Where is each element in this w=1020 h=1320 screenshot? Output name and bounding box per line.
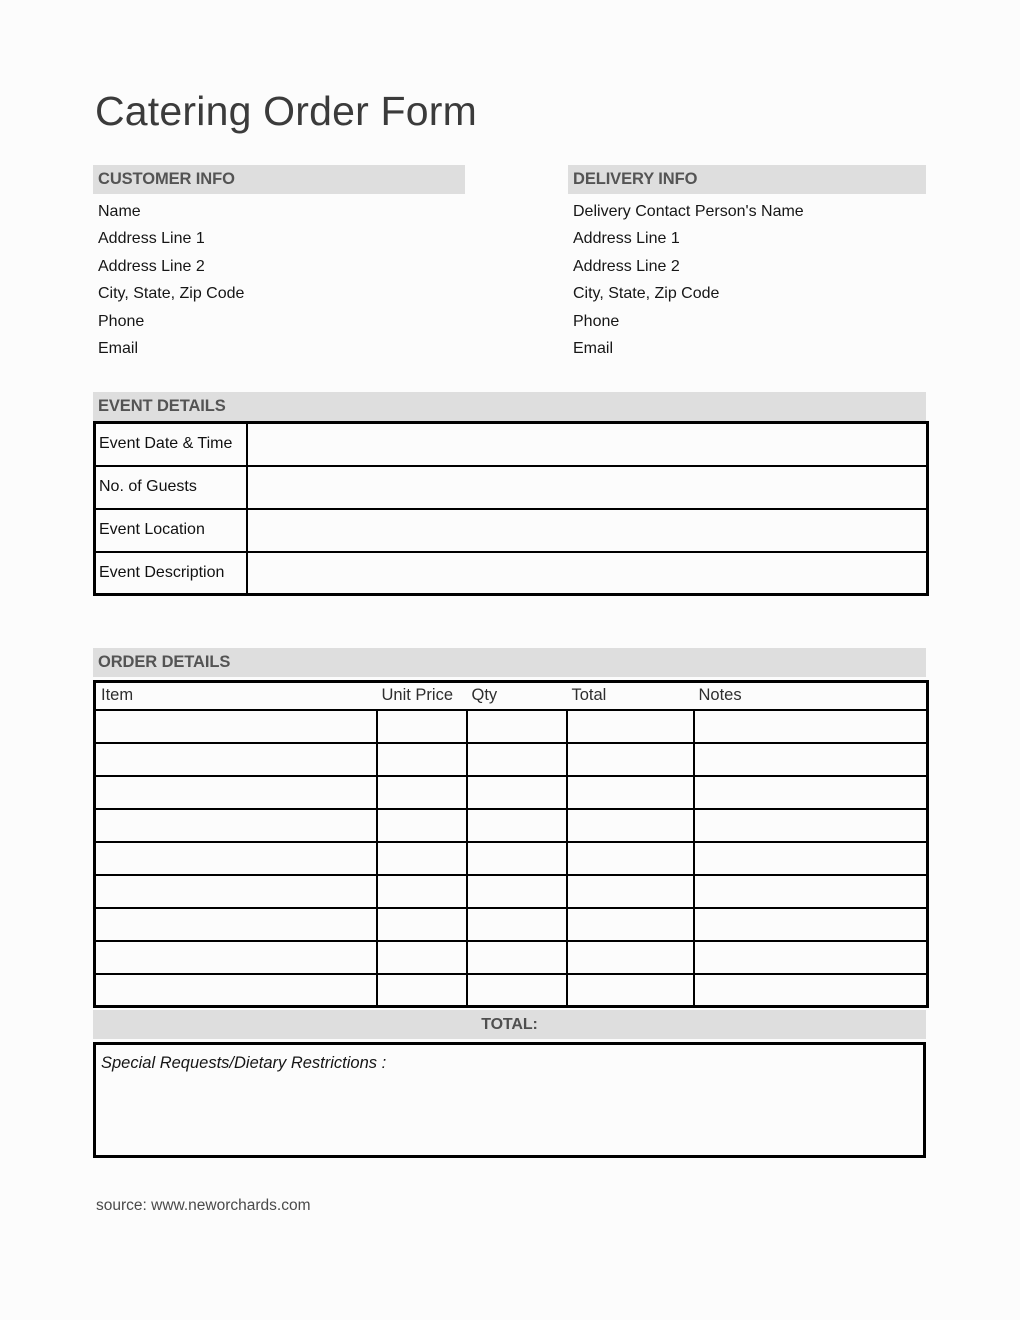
order-total-cell[interactable] — [567, 842, 694, 875]
order-notes-cell[interactable] — [694, 842, 928, 875]
event-description-label: Event Description — [95, 552, 247, 595]
column-header-unit-price: Unit Price — [377, 682, 467, 710]
delivery-field-address2: Address Line 2 — [573, 257, 680, 275]
delivery-field-contact-name: Delivery Contact Person's Name — [573, 203, 804, 220]
contact-info-section — [93, 165, 926, 362]
order-item-row — [95, 809, 928, 842]
order-notes-cell[interactable] — [694, 908, 928, 941]
order-item-row — [95, 743, 928, 776]
order-qty-cell[interactable] — [467, 974, 567, 1007]
order-item-cell[interactable] — [95, 809, 377, 842]
event-date-time-label: Event Date & Time — [95, 423, 247, 466]
order-notes-cell[interactable] — [694, 743, 928, 776]
order-total-cell[interactable] — [567, 710, 694, 743]
event-location-label: Event Location — [95, 509, 247, 552]
customer-field-address1: Address Line 1 — [98, 230, 205, 248]
order-unit-price-cell[interactable] — [377, 743, 467, 776]
customer-field-email: Email — [98, 340, 139, 358]
order-item-row — [95, 710, 928, 743]
customer-field-address2: Address Line 2 — [98, 257, 205, 275]
order-item-cell[interactable] — [95, 842, 377, 875]
event-details-table — [93, 421, 929, 596]
order-item-cell[interactable] — [95, 875, 377, 908]
order-item-cell[interactable] — [95, 941, 377, 974]
table-row — [95, 466, 928, 509]
delivery-info-fields — [568, 198, 926, 362]
customer-field-phone: Phone — [98, 312, 145, 330]
order-total-cell[interactable] — [567, 974, 694, 1007]
column-header-notes: Notes — [694, 682, 928, 710]
customer-info-fields — [93, 198, 465, 362]
delivery-info-header: DELIVERY INFO — [568, 165, 926, 194]
order-unit-price-cell[interactable] — [377, 710, 467, 743]
order-unit-price-cell[interactable] — [377, 875, 467, 908]
event-details-header: EVENT DETAILS — [93, 392, 926, 421]
delivery-field-email: Email — [573, 340, 614, 358]
page-title: Catering Order Form — [95, 88, 478, 134]
order-notes-cell[interactable] — [694, 974, 928, 1007]
order-item-cell[interactable] — [95, 974, 377, 1007]
table-row — [95, 552, 928, 595]
order-total-cell[interactable] — [567, 908, 694, 941]
order-unit-price-cell[interactable] — [377, 941, 467, 974]
order-qty-cell[interactable] — [467, 710, 567, 743]
order-unit-price-cell[interactable] — [377, 809, 467, 842]
order-notes-cell[interactable] — [694, 941, 928, 974]
order-unit-price-cell[interactable] — [377, 776, 467, 809]
order-qty-cell[interactable] — [467, 743, 567, 776]
order-item-row — [95, 776, 928, 809]
order-details-header: ORDER DETAILS — [93, 648, 926, 677]
order-total-cell[interactable] — [567, 809, 694, 842]
order-unit-price-cell[interactable] — [377, 908, 467, 941]
order-qty-cell[interactable] — [467, 875, 567, 908]
special-requests-box[interactable] — [93, 1042, 926, 1158]
order-item-cell[interactable] — [95, 743, 377, 776]
order-item-cell[interactable] — [95, 776, 377, 809]
column-gap — [465, 165, 568, 362]
order-unit-price-cell[interactable] — [377, 974, 467, 1007]
table-row — [95, 423, 928, 466]
order-total-cell[interactable] — [567, 875, 694, 908]
column-header-item: Item — [95, 682, 377, 710]
total-label: TOTAL: — [481, 1016, 538, 1033]
order-item-cell[interactable] — [95, 710, 377, 743]
order-item-row — [95, 875, 928, 908]
order-unit-price-cell[interactable] — [377, 842, 467, 875]
order-items-table — [93, 680, 929, 1008]
order-item-row — [95, 941, 928, 974]
delivery-field-phone: Phone — [573, 312, 620, 330]
customer-field-city-state-zip: City, State, Zip Code — [98, 285, 245, 303]
order-item-row — [95, 908, 928, 941]
order-notes-cell[interactable] — [694, 875, 928, 908]
order-total-cell[interactable] — [567, 776, 694, 809]
order-qty-cell[interactable] — [467, 842, 567, 875]
table-row — [95, 509, 928, 552]
order-qty-cell[interactable] — [467, 941, 567, 974]
order-total-cell[interactable] — [567, 743, 694, 776]
event-description-input-cell[interactable] — [247, 552, 928, 595]
no-of-guests-label: No. of Guests — [95, 466, 247, 509]
order-table-header-row — [95, 682, 928, 710]
delivery-field-address1: Address Line 1 — [573, 230, 680, 248]
order-details-section — [93, 648, 926, 1158]
delivery-field-city-state-zip: City, State, Zip Code — [573, 285, 720, 303]
order-qty-cell[interactable] — [467, 809, 567, 842]
order-item-row — [95, 842, 928, 875]
no-of-guests-input-cell[interactable] — [247, 466, 928, 509]
column-header-qty: Qty — [467, 682, 567, 710]
delivery-info-column — [568, 165, 926, 362]
order-notes-cell[interactable] — [694, 776, 928, 809]
event-location-input-cell[interactable] — [247, 509, 928, 552]
order-notes-cell[interactable] — [694, 710, 928, 743]
special-requests-label: Special Requests/Dietary Restrictions : — [101, 1054, 387, 1072]
order-notes-cell[interactable] — [694, 809, 928, 842]
customer-info-header: CUSTOMER INFO — [93, 165, 465, 194]
order-qty-cell[interactable] — [467, 908, 567, 941]
total-row[interactable] — [93, 1010, 926, 1039]
column-header-total: Total — [567, 682, 694, 710]
order-item-cell[interactable] — [95, 908, 377, 941]
customer-info-column — [93, 165, 465, 362]
source-attribution: source: www.neworchards.com — [96, 1197, 311, 1214]
event-details-section — [93, 392, 926, 596]
order-qty-cell[interactable] — [467, 776, 567, 809]
order-item-row — [95, 974, 928, 1007]
customer-field-name: Name — [98, 203, 141, 220]
order-total-cell[interactable] — [567, 941, 694, 974]
event-date-time-input-cell[interactable] — [247, 423, 928, 466]
